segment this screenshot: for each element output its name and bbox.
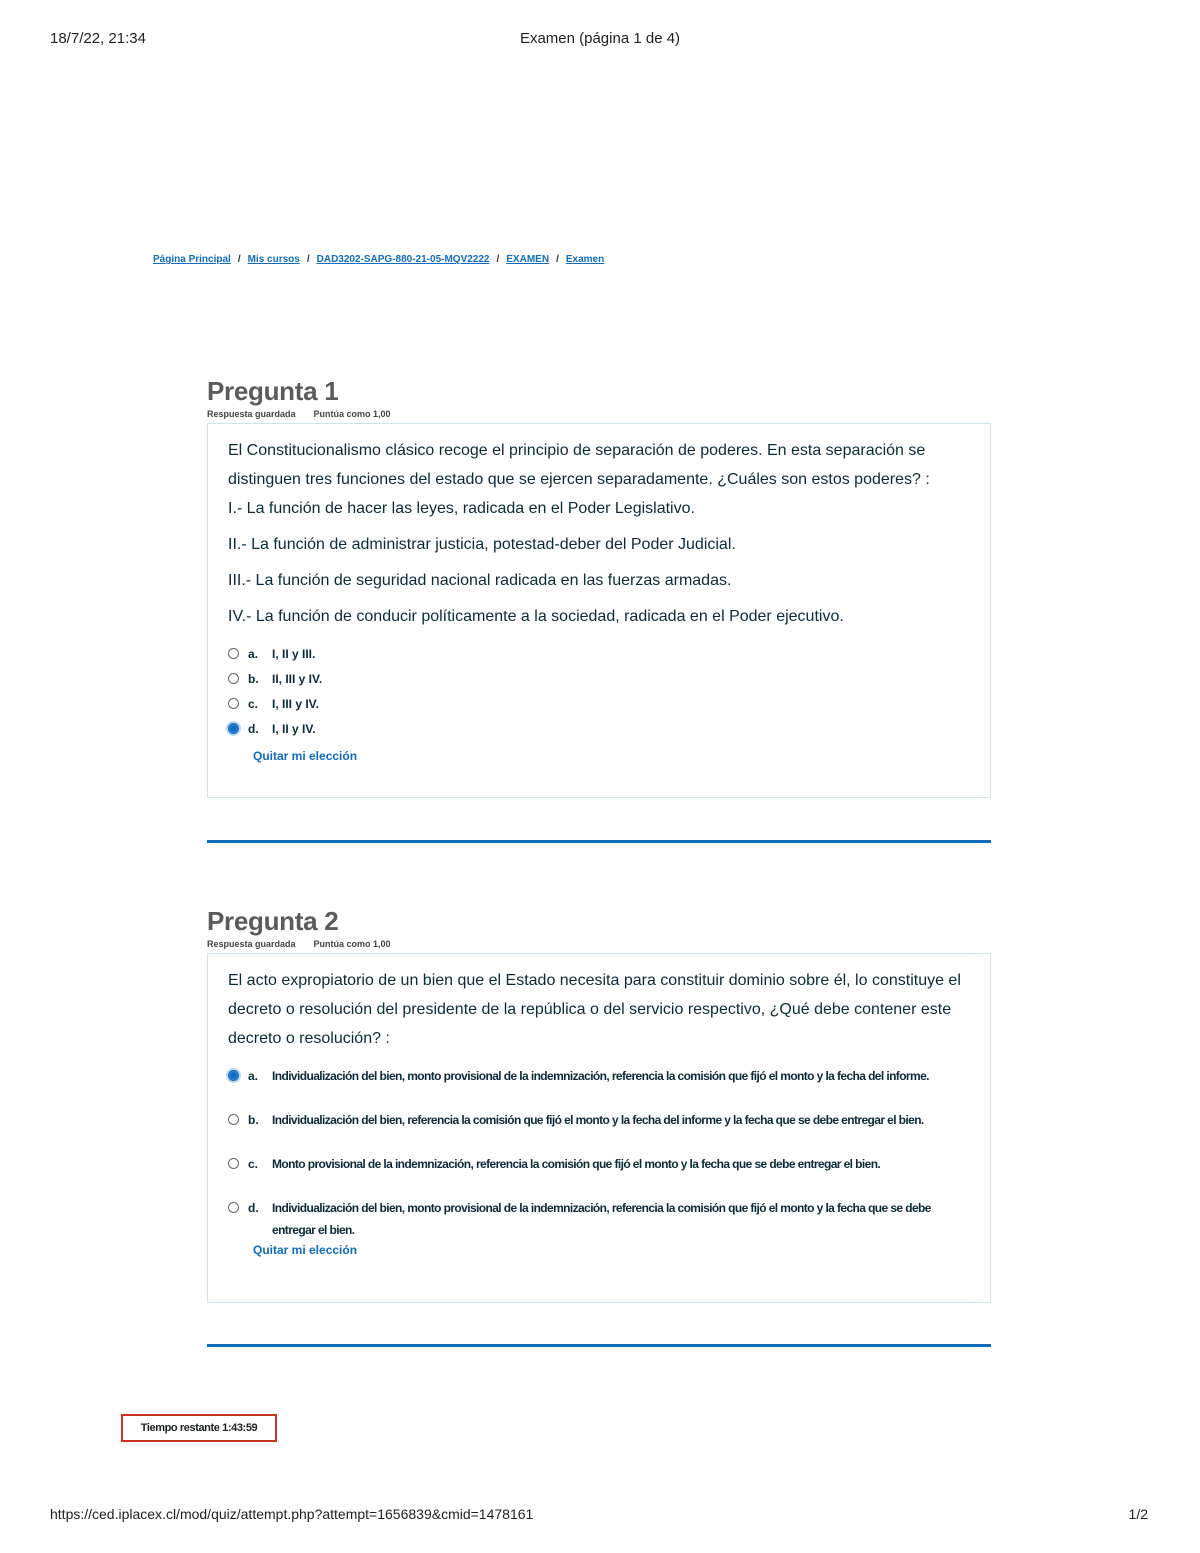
answer-letter: b. xyxy=(248,1113,259,1127)
question-statement-2: II.- La función de administrar justicia, potestad-deber del Poder Judicial. xyxy=(228,536,736,553)
answer-text: Individualización del bien, monto provisional de la indemnización, referencia la comisión que fijó el monto y la fecha del informe. xyxy=(272,1069,929,1083)
answer-letter: c. xyxy=(248,697,259,711)
answer-option-a[interactable] xyxy=(228,647,970,672)
time-remaining-badge: Tiempo restante 1:43:59 xyxy=(121,1414,277,1442)
answer-text: II, III y IV. xyxy=(272,672,323,686)
answer-option-c[interactable] xyxy=(228,1153,970,1197)
breadcrumb-separator: / xyxy=(237,254,241,265)
breadcrumb xyxy=(153,254,604,265)
breadcrumb-separator: / xyxy=(496,254,500,265)
question-status: Respuesta guardada xyxy=(207,939,296,949)
radio-button[interactable] xyxy=(228,698,239,709)
question-text xyxy=(228,436,970,631)
radio-button[interactable] xyxy=(228,1202,239,1213)
breadcrumb-separator: / xyxy=(306,254,310,265)
answer-option-d[interactable] xyxy=(228,1197,970,1241)
breadcrumb-quiz[interactable]: Examen xyxy=(565,254,605,265)
question-stem: El acto expropiatorio de un bien que el Estado necesita para constituir dominio sobre él, lo constituye el decreto o resolución del presidente de la república o del servicio respectivo, ¿Qué debe contener este decreto o resolución? : xyxy=(228,972,961,1047)
answer-letter: d. xyxy=(248,722,259,736)
answer-text: I, II y IV. xyxy=(272,722,316,736)
answer-letter: d. xyxy=(248,1201,259,1215)
print-url: https://ced.iplacex.cl/mod/quiz/attempt.php?attempt=1656839&cmid=1478161 xyxy=(50,1506,534,1522)
answer-option-c[interactable] xyxy=(228,697,970,722)
question-title: Pregunta 2 xyxy=(207,906,339,936)
breadcrumb-section[interactable]: EXAMEN xyxy=(506,254,550,265)
radio-button-selected[interactable] xyxy=(228,723,239,734)
answer-list xyxy=(228,647,970,765)
question-divider xyxy=(207,840,991,843)
question-points: Puntúa como 1,00 xyxy=(313,939,391,949)
radio-button[interactable] xyxy=(228,1114,239,1125)
question-2 xyxy=(207,906,991,1303)
breadcrumb-home[interactable]: Página Principal xyxy=(153,254,231,265)
breadcrumb-separator: / xyxy=(556,254,559,265)
question-content xyxy=(207,423,991,798)
question-text xyxy=(228,966,970,1053)
answer-option-b[interactable] xyxy=(228,1109,970,1153)
answer-text: Monto provisional de la indemnización, referencia la comisión que fijó el monto y la fecha que se debe entregar el bien. xyxy=(272,1157,881,1171)
answer-letter: b. xyxy=(248,672,259,686)
question-statement-1: I.- La función de hacer las leyes, radicada en el Poder Legislativo. xyxy=(228,500,695,517)
breadcrumb-my-courses[interactable]: Mis cursos xyxy=(247,254,300,265)
question-stem: El Constitucionalismo clásico recoge el principio de separación de poderes. En esta separación se distinguen tres funciones del estado que se ejercen separadamente. ¿Cuáles son estos poderes? : xyxy=(228,442,930,488)
answer-letter: a. xyxy=(248,1069,259,1083)
answer-text: Individualización del bien, monto provisional de la indemnización, referencia la comisión que fijó el monto y la fecha que se debe entregar el bien. xyxy=(272,1201,931,1237)
answer-text: I, III y IV. xyxy=(272,697,319,711)
print-datetime: 18/7/22, 21:34 xyxy=(50,30,146,47)
answer-option-d[interactable] xyxy=(228,722,970,747)
clear-choice-link[interactable]: Quitar mi elección xyxy=(253,1243,358,1257)
question-info xyxy=(207,408,991,420)
question-statement-3: III.- La función de seguridad nacional radicada en las fuerzas armadas. xyxy=(228,572,732,589)
breadcrumb-course[interactable]: DAD3202-SAPG-880-21-05-MQV2222 xyxy=(316,254,490,265)
radio-button[interactable] xyxy=(228,1158,239,1169)
answer-option-a[interactable] xyxy=(228,1065,970,1109)
question-content xyxy=(207,953,991,1303)
radio-button[interactable] xyxy=(228,673,239,684)
question-1 xyxy=(207,376,991,798)
answer-letter: a. xyxy=(248,647,259,661)
question-info xyxy=(207,938,991,950)
clear-choice-link[interactable]: Quitar mi elección xyxy=(253,749,358,763)
print-page-number: 1/2 xyxy=(1128,1506,1148,1522)
answer-text: Individualización del bien, referencia la comisión que fijó el monto y la fecha del informe y la fecha que se debe entregar el bien. xyxy=(272,1113,924,1127)
question-statement-4: IV.- La función de conducir políticamente a la sociedad, radicada en el Poder ejecutivo. xyxy=(228,608,844,625)
question-title: Pregunta 1 xyxy=(207,376,339,406)
answer-list xyxy=(228,1065,970,1259)
answer-letter: c. xyxy=(248,1157,259,1171)
question-status: Respuesta guardada xyxy=(207,409,296,419)
answer-option-b[interactable] xyxy=(228,672,970,697)
question-points: Puntúa como 1,00 xyxy=(313,409,391,419)
print-page-title: Examen (página 1 de 4) xyxy=(519,30,681,47)
question-divider xyxy=(207,1344,991,1347)
answer-text: I, II y III. xyxy=(272,647,316,661)
radio-button[interactable] xyxy=(228,648,239,659)
radio-button-selected[interactable] xyxy=(228,1070,239,1081)
